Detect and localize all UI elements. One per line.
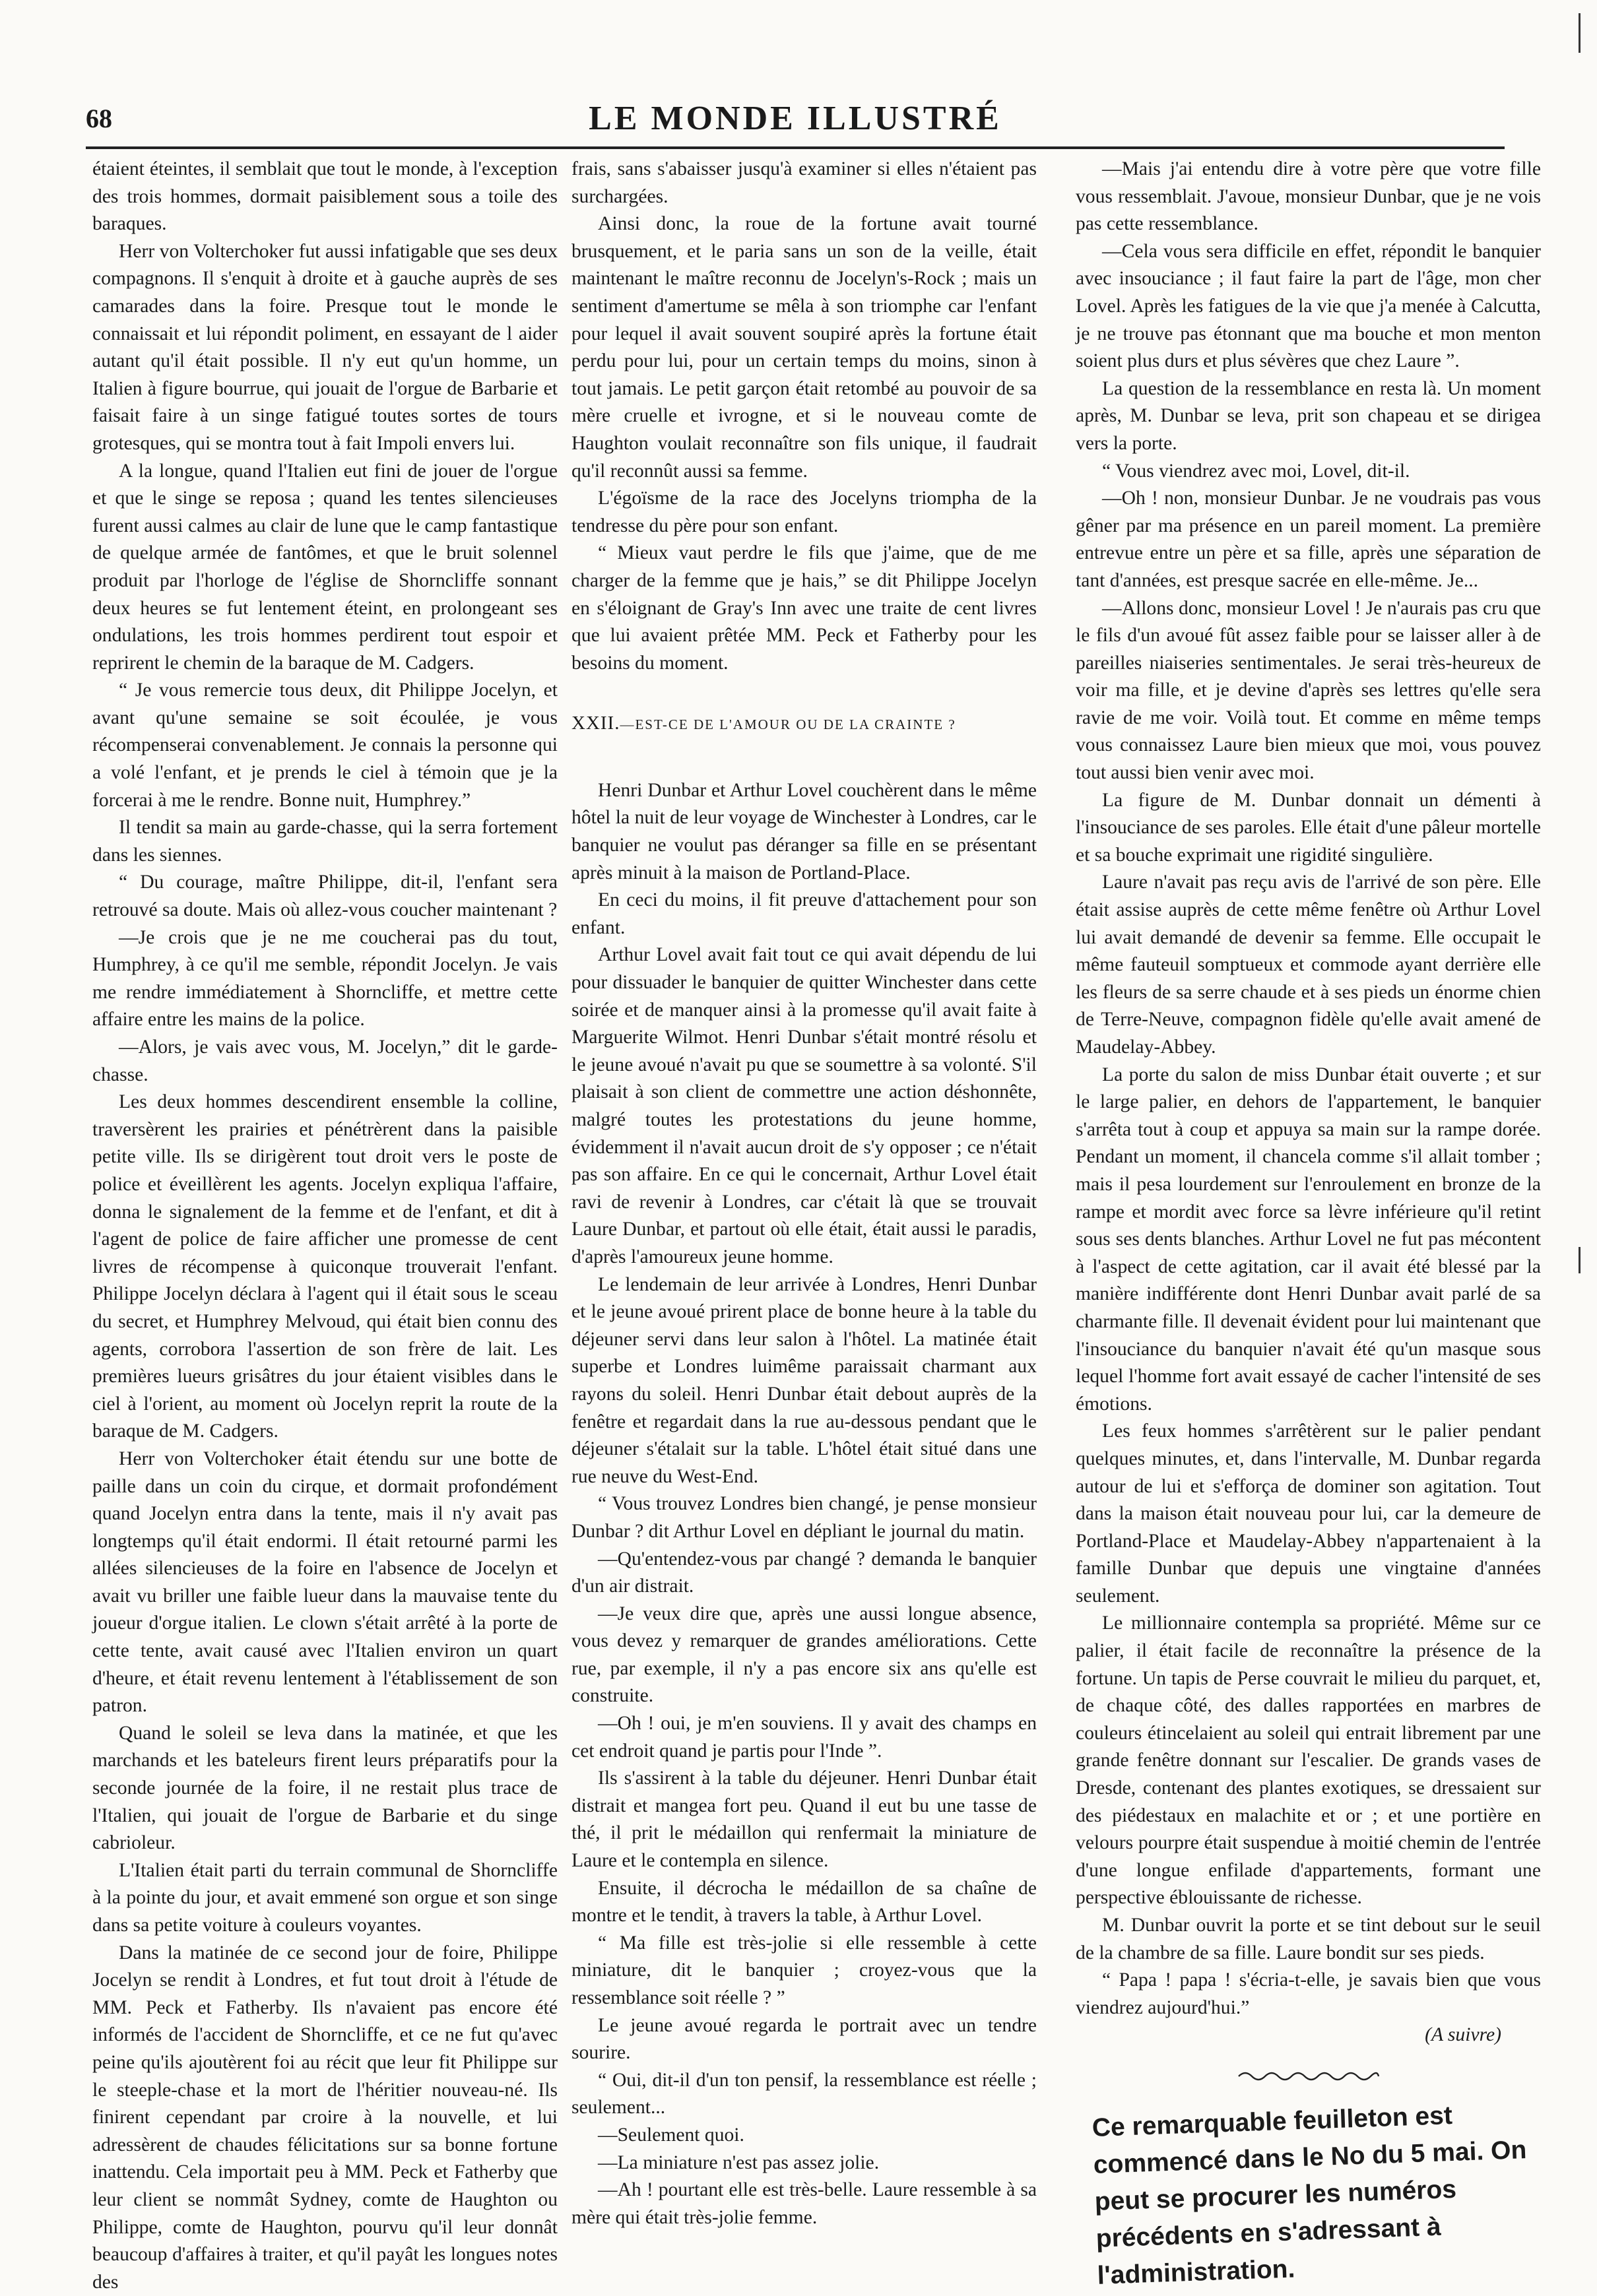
paragraph: Dans la matinée de ce second jour de foire, Philippe Jocelyn se rendit à Londres, et fut tout droit à l'étude de MM. Peck et Fatherby. Ils n'avaient pas encore été informés de l'accident de Shorncliffe, et ce ne fut qu'avec peine qu'ils ajoutèrent foi au récit que leur fit Philippe sur le steeple-chase et la mort de l'héritier nouveau-né. Ils finirent cependant par croire à la nouvelle, et lui adressèrent de chaudes félicitations sur sa bonne fortune inattendu. Cela importait peu à MM. Peck et Fatherby que leur client se nommât Sydney, comte de Haughton ou Philippe, comte de Haughton, pourvu qu'il leur donnât beaucoup d'affaires à traiter, et qu'il payât les longues notes des xyxy=(92,1942,558,2293)
paragraph: —Oh ! non, monsieur Dunbar. Je ne voudrais pas vous gêner par ma présence en un pareil moment. La première entrevue entre un père et sa fille, après une séparation de tant d'années, est presque sacrée en elle-même. Je... xyxy=(1076,488,1541,591)
page-header xyxy=(86,99,1505,145)
paragraph: M. Dunbar ouvrit la porte et se tint debout sur le seuil de la chambre de sa fille. Laure bondit sur ses pieds. xyxy=(1076,1915,1541,1963)
paragraph: Ensuite, il décrocha le médaillon de sa chaîne de montre et le tendit, à travers la table, à Arthur Lovel. xyxy=(571,1877,1037,1927)
paragraph: Herr von Volterchoker fut aussi infatigable que ses deux compagnons. Il s'enquit à droite et à gauche auprès de ses camarades dans la foire. Presque tout le monde le connaissait et lui répondit poliment, en essayant de l aider autant qu'il était possible. Il n'y eut qu'un homme, un Italien à figure bourrue, qui jouait de l'orgue de Barbarie et faisait faire à un singe fatigué toutes sortes de tours grotesques, qui se montra tout à fait Impoli envers lui. xyxy=(92,240,558,454)
paragraph: —La miniature n'est pas assez jolie. xyxy=(598,2152,880,2173)
paragraph: Laure n'avait pas reçu avis de l'arrivé de son père. Elle était assise auprès de cette même fenêtre où Arthur Lovel lui avait demandé de devenir sa femme. Elle occupait le même fauteuil somptueux et commode ayant derrière elle les fleurs de sa serre chaude et à ses pieds un énorme chien de Terre-Neuve, compagnon fidèle qu'elle avait amené de Maudelay-Abbey. xyxy=(1076,872,1541,1058)
chapter-number: XXII. xyxy=(571,713,620,734)
paragraph: La porte du salon de miss Dunbar était ouverte ; et sur le large palier, en dehors de l'appartement, le banquier s'arrêta tout à coup et appuya sa main sur la rampe dorée. Pendant un moment, il chancela comme s'il allait tomber ; mais il pesa lourdement sur l'enroulement en bronze de la rampe et mordit avec force sa lèvre inférieure qu'il retint sous ses dents blanches. Arthur Lovel ne fut pas mécontent à l'aspect de cette agitation, car il avait été blessé par la manière indifférente dont Henri Dunbar avait parlé de sa charmante fille. Il devenait évident pour lui maintenant que l'insouciance du banquier n'avait été qu'un masque sous lequel l'homme fort avait essayé de cacher l'intensité de ses émotions. xyxy=(1076,1064,1541,1415)
page-number: 68 xyxy=(86,104,112,133)
scan-edge-mark xyxy=(1579,13,1581,53)
paragraph: “ Je vous remercie tous deux, dit Philippe Jocelyn, et avant qu'une semaine se soit écoulée, je vous récompenserai convenablement. Je connais la personne qui a volé l'enfant, et je prends le ciel à témoin que je la forcerai à me le rendre. Bonne nuit, Humphrey.” xyxy=(92,680,558,811)
paragraph: Ils s'assirent à la table du déjeuner. Henri Dunbar était distrait et mangea fort peu. Quand il eut bu une tasse de thé, il prit le médaillon qui renfermait la miniature de Laure et le contempla en silence. xyxy=(571,1768,1037,1872)
paragraph: Le jeune avoué regarda le portrait avec un tendre sourire. xyxy=(571,2014,1037,2064)
paragraph: Ainsi donc, la roue de la fortune avait tourné brusquement, et le paria sans un son de la veille, était maintenant le maître reconnu de Jocelyn's-Rock ; mais un sentiment d'amertume se mêla à son triomphe car l'enfant pour lequel il avait souvent soupiré après la fortune était perdu pour lui, pour un certain temps du moins, sinon à tout jamais. Le petit garçon était retombé au pouvoir de sa mère cruelle et ivrogne, et si le nouveau comte de Haughton voulait reconnaître son fils unique, il faudrait qu'il reconnût aussi sa femme. xyxy=(571,213,1037,482)
column-middle xyxy=(571,156,1037,2228)
paragraph: frais, sans s'abaisser jusqu'à examiner si elles n'étaient pas surchargées. xyxy=(571,158,1037,207)
to-be-continued: (A suivre) xyxy=(1425,2024,1501,2046)
paragraph: Quand le soleil se leva dans la matinée, et que les marchands et les bateleurs firent leurs préparatifs pour la seconde journée de la foire, il ne restait plus trace de l'Italien, qui jouait de l'orgue de Barbarie et du singe cabrioleur. xyxy=(92,1722,558,1854)
paragraph: —Alors, je vais avec vous, M. Jocelyn,” dit le garde-chasse. xyxy=(92,1036,558,1085)
paragraph: Les feux hommes s'arrêtèrent sur le palier pendant quelques minutes, et, dans l'intervalle, M. Dunbar regarda autour de lui et s'efforça de dominer son agitation. Tout dans la maison était nouveau pour lui, car la demeure de Portland-Place et Maudelay-Abbey n'appartenaient à la famille Dunbar que depuis une vingtaine d'années seulement. xyxy=(1076,1420,1541,1607)
paragraph: étaient éteintes, il semblait que tout le monde, à l'exception des trois hommes, dormait paisiblement sous a toile des baraques. xyxy=(92,158,558,235)
paragraph: En ceci du moins, il fit preuve d'attachement pour son enfant. xyxy=(571,889,1037,938)
paragraph: Herr von Volterchoker était étendu sur une botte de paille dans un coin du cirque, et dormait profondément quand Jocelyn entra dans la tente, mais il n'y avait pas longtemps qu'il était endormi. Il était retourné parmi les allées silencieuses de la foire en l'absence de Jocelyn et avait vu briller une faible lueur dans la mauvaise tente du joueur d'orgue italien. Le clown s'était arrêté à la porte de cette tente, avait causé avec l'Italien environ un quart d'heure, et était revenu lentement à l'établissement de son patron. xyxy=(92,1448,558,1717)
paragraph: “ Mieux vaut perdre le fils que j'aime, que de me charger de la femme que je hais,” se dit Philippe Jocelyn en s'éloignant de Gray's Inn avec une traite de cent livres que lui avaient prêtée MM. Peck et Fatherby pour les besoins du moment. xyxy=(571,542,1037,674)
paragraph: La question de la ressemblance en resta là. Un moment après, M. Dunbar se leva, prit son chapeau et se dirigea vers la porte. xyxy=(1076,377,1541,454)
paragraph: —Qu'entendez-vous par changé ? demanda le banquier d'un air distrait. xyxy=(571,1548,1037,1597)
paragraph: —Seulement quoi. xyxy=(598,2124,744,2146)
serial-notice: Ce remarquable feuilleton est commencé dans le No du 5 mai. On peut se procurer les numéros précédents en s'adressant à l'administration. xyxy=(1092,2101,1527,2290)
paragraph: “ Vous viendrez avec moi, Lovel, dit-il. xyxy=(1102,460,1410,482)
paragraph: Il tendit sa main au garde-chasse, qui la serra fortement dans les siennes. xyxy=(92,817,558,866)
chapter-title: —EST-CE DE L'AMOUR OU DE LA CRAINTE ? xyxy=(620,717,956,733)
paragraph: “ Oui, dit-il d'un ton pensif, la ressemblance est réelle ; seulement... xyxy=(571,2069,1037,2119)
paragraph: La figure de M. Dunbar donnait un démenti à l'insouciance de ses paroles. Elle était d'une pâleur mortelle et sa bouche exprimait une rigidité singulière. xyxy=(1076,789,1541,866)
masthead-title: LE MONDE ILLUSTRÉ xyxy=(589,100,1002,137)
paragraph: “ Ma fille est très-jolie si elle ressemble à cette miniature, dit le banquier ; croyez-vous que la ressemblance soit réelle ? ” xyxy=(571,1932,1037,2008)
header-rule xyxy=(86,146,1505,149)
scan-edge-mark xyxy=(1579,1247,1581,1273)
paragraph: —Je crois que je ne me coucherai pas du tout, Humphrey, à ce qu'il me semble, répondit Jocelyn. Je vais me rendre immédiatement à Shorncliffe, et mettre cette affaire entre les mains de la police. xyxy=(92,926,558,1031)
paragraph: Le lendemain de leur arrivée à Londres, Henri Dunbar et le jeune avoué prirent place de bonne heure à la table du déjeuner servi dans leur salon à l'hôtel. La matinée était superbe et Londres luimême paraissait charmant aux rayons du soleil. Henri Dunbar était debout auprès de la fenêtre et regardait dans la rue au-dessous pendant que le déjeuner s'étalait sur la table. L'hôtel était situé dans une rue neuve du West-End. xyxy=(571,1273,1037,1487)
paragraph: Les deux hommes descendirent ensemble la colline, traversèrent les prairies et pénétrèrent dans la paisible petite ville. Ils se dirigèrent tout droit vers le poste de police et éveillèrent les agents. Jocelyn expliqua l'affaire, donna le signalement de la femme et de l'enfant, et dit à l'agent de police de faire afficher une promesse de cent livres de récompense à quiconque trouverait l'enfant. Philippe Jocelyn déclara à l'agent qui il était sous le sceau du secret, et Humphrey Melvoud, qui était bien connu des agents, corrobora l'assertion de son frère de lait. Les premières lueurs grisâtres du jour étaient visibles dans le ciel à l'orient, au moment où Jocelyn reprit la route de la baraque de M. Cadgers. xyxy=(92,1091,558,1442)
column-right xyxy=(1076,156,1541,2290)
paragraph: “ Papa ! papa ! s'écria-t-elle, je savais bien que vous viendrez aujourd'hui.” xyxy=(1076,1969,1541,2018)
paragraph: A la longue, quand l'Italien eut fini de jouer de l'orgue et que le singe se reposa ; quand les tentes silencieuses furent aussi calmes au clair de lune que le camp fantastique de quelque armée de fantômes, et que le bruit solennel produit par l'horloge de l'église de Shorncliffe sonnant deux heures se fut lentement éteint, en prolongeant ses ondulations, les trois hommes perdirent tout espoir et reprirent le chemin de la baraque de M. Cadgers. xyxy=(92,460,558,674)
column-left xyxy=(92,156,558,2293)
paragraph: “ Du courage, maître Philippe, dit-il, l'enfant sera retrouvé sa doute. Mais où allez-vous coucher maintenant ? xyxy=(92,872,558,921)
paragraph: —Cela vous sera difficile en effet, répondit le banquier avec insouciance ; il faut faire la part de l'âge, mon cher Lovel. Après les fatigues de la vie que j'a menée à Calcutta, je ne trouve pas étonnant que ma bouche et mon menton soient plus durs et plus sévères que chez Laure ”. xyxy=(1076,240,1541,372)
paragraph: —Mais j'ai entendu dire à votre père que votre fille vous ressemblait. J'avoue, monsieur Dunbar, que je ne vois pas cette ressemblance. xyxy=(1076,158,1541,235)
chapter-heading xyxy=(571,710,1037,739)
paragraph: L'Italien était parti du terrain communal de Shorncliffe à la pointe du jour, et avait emmené son orgue et son singe dans sa petite voiture à couleurs voyantes. xyxy=(92,1859,558,1936)
paragraph: Henri Dunbar et Arthur Lovel couchèrent dans le même hôtel la nuit de leur voyage de Winchester à Londres, car le banquier ne voulut pas déranger sa fille en se présentant après minuit à la maison de Portland-Place. xyxy=(571,779,1037,883)
paragraph: “ Vous trouvez Londres bien changé, je pense monsieur Dunbar ? dit Arthur Lovel en dépliant le journal du matin. xyxy=(571,1493,1037,1542)
paragraph: L'égoïsme de la race des Jocelyns triompha de la tendresse du père pour son enfant. xyxy=(571,488,1037,536)
paragraph: —Je veux dire que, après une aussi longue absence, vous devez y remarquer de grandes améliorations. Cette rue, par exemple, il n'y a pas encore six ans qu'elle est construite. xyxy=(571,1603,1037,1707)
wavy-rule-ornament xyxy=(1236,2069,1381,2084)
paragraph: —Oh ! oui, je m'en souviens. Il y avait des champs en cet endroit quand je partis pour l'Inde ”. xyxy=(571,1713,1037,1762)
paragraph: Le millionnaire contempla sa propriété. Même sur ce palier, il était facile de reconnaître la présence de la fortune. Un tapis de Perse couvrait le milieu du parquet, et, de chaque côté, des dalles rapportées en marbres de couleurs étincelaient au soleil qui entrait librement par une grande fenêtre donnant sur l'escalier. De grands vases de Dresde, contenant des plantes exotiques, se dressaient sur des piédestaux en malachite et or ; et une portière en velours pourpre était suspendue à moitié chemin de l'entrée d'une longue enfilade d'appartements, formant une perspective éblouissante de richesse. xyxy=(1076,1612,1541,1909)
paragraph: —Allons donc, monsieur Lovel ! Je n'aurais pas cru que le fils d'un avoué fût assez faible pour se laisser aller à de pareilles niaiseries sentimentales. Je serai très-heureux de voir ma fille, et je devine d'après ses lettres qu'elle sera ravie de me voir. Voilà tout. Et comme en même temps vous connaissez Laure bien mieux que moi, vous pouvez tout aussi bien venir avec moi. xyxy=(1076,597,1541,784)
paragraph: —Ah ! pourtant elle est très-belle. Laure ressemble à sa mère qui était très-jolie femme. xyxy=(571,2179,1037,2228)
paragraph: Arthur Lovel avait fait tout ce qui avait dépendu de lui pour dissuader le banquier de quitter Winchester dans cette soirée et de manquer ainsi à la promesse qu'il avait faite à Marguerite Wilmot. Henri Dunbar s'était montré résolu et le jeune avoué n'avait pu que se soumettre à sa volonté. S'il plaisait à son client de commettre une action déshonnête, malgré toutes les protestations du jeune homme, évidemment il n'avait aucun droit de s'y opposer ; ce n'était pas son affaire. En ce qui le concernait, Arthur Lovel était ravi de revenir à Londres, car c'était là que se trouvait Laure Dunbar, et partout où elle était, était aussi le paradis, d'après l'amoureux jeune homme. xyxy=(571,944,1037,1267)
